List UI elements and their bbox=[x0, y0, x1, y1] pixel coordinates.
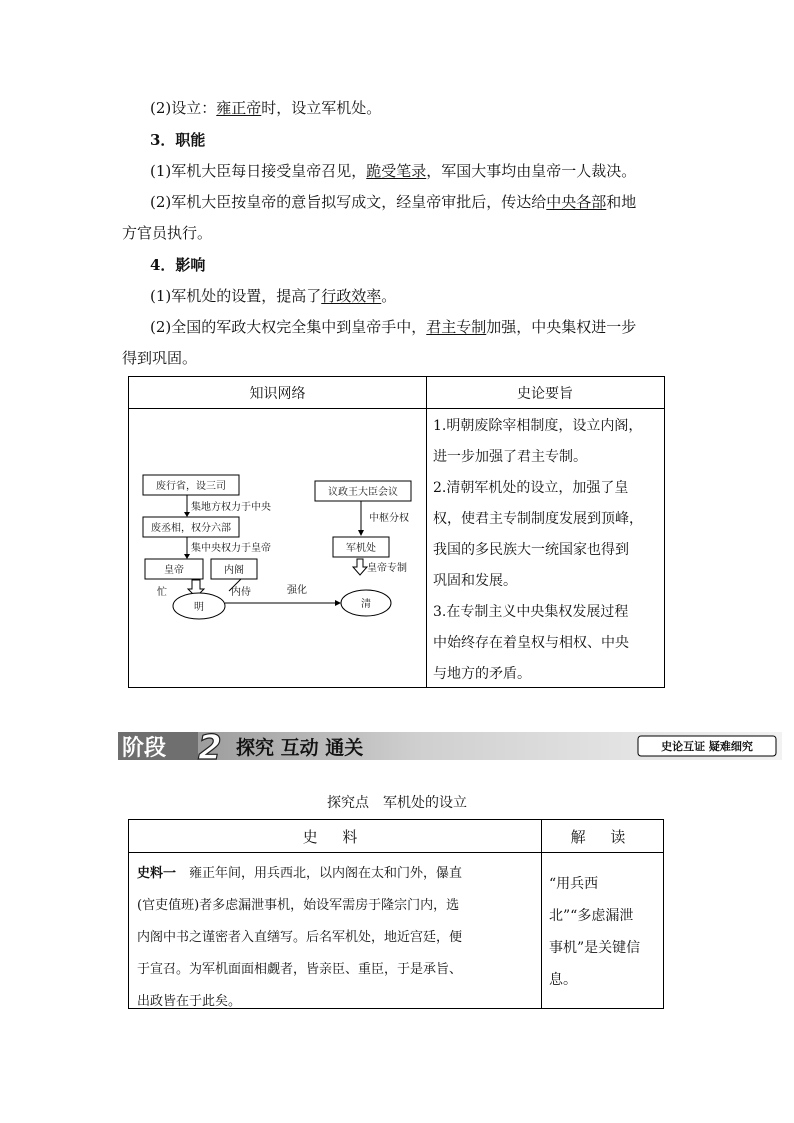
text-line-impact-2: (2)全国的军政大权完全集中到皇帝手中，君主专制加强，中央集权进一步 bbox=[150, 318, 637, 336]
heading-function: 3．职能 bbox=[150, 131, 206, 149]
source-header: 史 料 bbox=[302, 828, 368, 846]
text-line-function-2-cont: 方官员执行。 bbox=[122, 224, 213, 242]
oval-qing-label: 清 bbox=[361, 599, 371, 610]
source-line: 史料一 雍正年间，用兵西北，以内阁在太和门外，儤直 bbox=[137, 866, 463, 881]
arrow-down-icon bbox=[184, 512, 190, 517]
heading-impact: 4．影响 bbox=[150, 256, 206, 274]
box-neige-label: 内阁 bbox=[224, 565, 244, 576]
label-local-power: 集地方权力于中央 bbox=[191, 502, 271, 513]
stage-banner bbox=[118, 729, 782, 763]
interpret-header: 解 读 bbox=[570, 828, 636, 846]
keyword-yongzheng: 雍正帝 bbox=[216, 99, 262, 117]
hollow-arrow-icon bbox=[353, 559, 367, 575]
source-label: 史料一 bbox=[137, 866, 177, 881]
label-mang: 忙 bbox=[157, 587, 167, 598]
key-point-line: 2.清朝军机处的设立，加强了皇 bbox=[433, 480, 629, 496]
text-line-function-1: (1)军机大臣每日接受皇帝召见，跪受笔录，军国大事均由皇帝一人裁决。 bbox=[150, 162, 637, 180]
oval-ming-label: 明 bbox=[194, 602, 204, 613]
keyword-junzhu: 君主专制 bbox=[426, 318, 487, 336]
keyword-guishou: 跪受笔录 bbox=[366, 162, 427, 180]
source-line: 出政皆在于此矣。 bbox=[137, 994, 242, 1009]
source-table bbox=[128, 819, 664, 1009]
knowledge-table bbox=[128, 376, 665, 688]
arrow-down-icon bbox=[184, 554, 190, 559]
knowledge-network-header: 知识网络 bbox=[249, 386, 306, 402]
key-point-line: 我国的多民族大一统国家也得到 bbox=[433, 542, 629, 558]
stage-tag: 史论互证 疑难细究 bbox=[661, 740, 753, 753]
key-points-list bbox=[433, 411, 663, 690]
source-line: 内阁中书之谨密者入直缮写。后名军机处，地近宫廷，便 bbox=[137, 930, 463, 945]
interpret-text bbox=[549, 868, 659, 996]
stage-label: 阶段 bbox=[122, 736, 167, 761]
interpret-line: “用兵西 bbox=[549, 876, 599, 892]
knowledge-network-diagram bbox=[129, 409, 426, 687]
key-point-line: 中始终存在着皇权与相权、中央 bbox=[433, 635, 629, 651]
text-line-function-2: (2)军机大臣按皇帝的意旨拟写成文，经皇帝审批后，传达给中央各部和地 bbox=[150, 193, 637, 211]
stage-title: 探究 互动 通关 bbox=[236, 737, 364, 759]
text-line-impact-1: (1)军机处的设置，提高了行政效率。 bbox=[150, 287, 397, 305]
stage-number: 2 bbox=[198, 729, 222, 763]
label-central-power: 集中央权力于皇帝 bbox=[191, 543, 271, 554]
interpret-line: 息。 bbox=[549, 972, 577, 988]
key-point-line: 权，使君主专制制度发展到顶峰， bbox=[433, 511, 643, 527]
box-emperor-label: 皇帝 bbox=[164, 565, 184, 576]
label-zhongshu: 中枢分权 bbox=[369, 513, 409, 524]
key-points-header: 史论要旨 bbox=[517, 386, 573, 402]
label-qianghua: 强化 bbox=[287, 585, 307, 596]
probe-title: 探究点 军机处的设立 bbox=[327, 795, 467, 811]
source-line: 于宣召。为军机面面相觑者，皆亲臣、重臣，于是承旨、 bbox=[137, 962, 463, 977]
interpret-line: 北”“多虑漏泄 bbox=[549, 908, 634, 924]
key-point-line: 3.在专制主义中央集权发展过程 bbox=[433, 604, 629, 620]
text-line-establish: (2)设立：雍正帝时，设立军机处。 bbox=[150, 99, 382, 117]
source-line: (官吏值班)者多虑漏泄事机，始设军需房于隆宗门内，选 bbox=[137, 898, 460, 913]
box-abolish-province-label: 废行省，设三司 bbox=[156, 481, 226, 492]
arrow-down-icon bbox=[358, 530, 364, 536]
keyword-zhongyang: 中央各部 bbox=[546, 193, 607, 211]
keyword-xingzheng: 行政效率 bbox=[321, 287, 382, 305]
source-text bbox=[137, 858, 535, 1018]
box-junjichu-label: 军机处 bbox=[346, 543, 376, 554]
label-huangdi-zhuanzhi: 皇帝专制 bbox=[367, 563, 407, 574]
key-point-line: 与地方的矛盾。 bbox=[433, 666, 531, 682]
label-neishi: 内侍 bbox=[231, 587, 251, 598]
key-point-line: 巩固和发展。 bbox=[433, 573, 517, 589]
text-line-impact-2-cont: 得到巩固。 bbox=[122, 349, 198, 367]
arrow-right-icon bbox=[335, 600, 341, 606]
box-abolish-chancellor-label: 废丞相，权分六部 bbox=[151, 523, 231, 534]
key-point-line: 进一步加强了君主专制。 bbox=[433, 449, 587, 465]
key-point-line: 1.明朝废除宰相制度，设立内阁， bbox=[433, 418, 643, 434]
box-yizheng-label: 议政王大臣会议 bbox=[328, 487, 398, 498]
interpret-line: 事机”是关键信 bbox=[549, 940, 641, 956]
